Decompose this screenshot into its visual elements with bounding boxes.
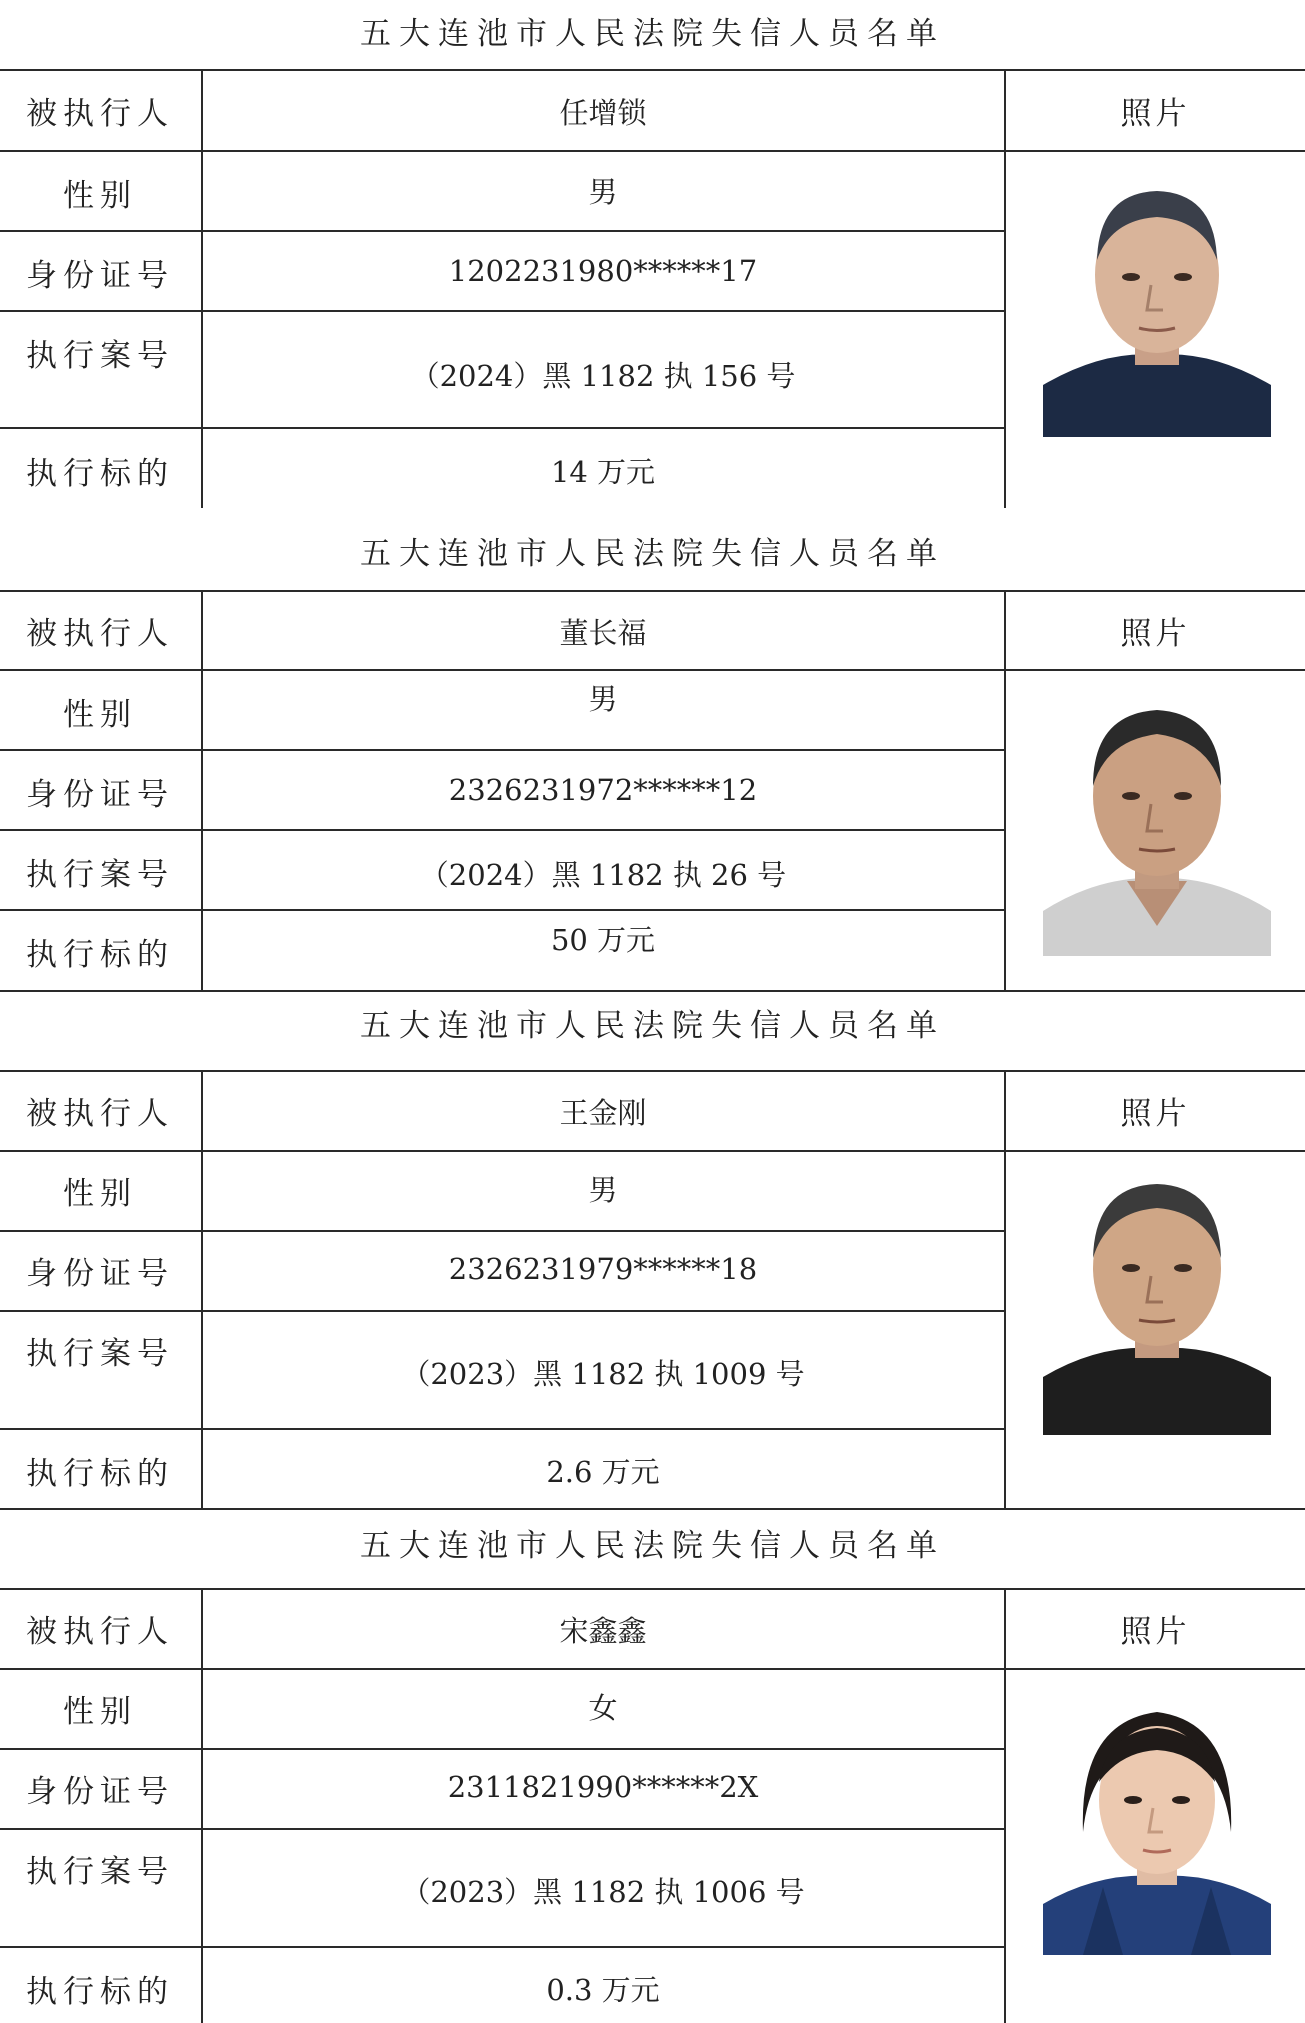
list-title: 五大连池市人民法院失信人员名单 [360,1528,945,1564]
divider [0,1310,1006,1312]
value-case: （2024）黑 1182 执 26 号 [419,858,787,892]
label-name: 被执行人 [26,616,174,652]
value-id: 2326231972******12 [448,773,758,807]
divider [0,749,1006,751]
divider [1004,69,1006,508]
label-gender: 性别 [63,697,137,733]
divider [0,590,1305,592]
divider [0,909,1006,911]
label-photo: 照片 [1120,1614,1191,1650]
list-title: 五大连池市人民法院失信人员名单 [360,1008,945,1044]
value-case: （2024）黑 1182 执 156 号 [410,359,796,393]
label-id: 身份证号 [26,258,174,294]
divider [1004,1070,1006,1510]
label-name: 被执行人 [26,96,174,132]
label-case: 执行案号 [26,338,174,374]
value-gender: 男 [588,682,618,716]
label-gender: 性别 [63,1176,137,1212]
value-name: 任增锁 [559,96,647,130]
divider [0,1150,1305,1152]
label-id: 身份证号 [26,777,174,813]
record-block-4 [0,1510,1305,2023]
divider [0,1668,1305,1670]
label-photo: 照片 [1120,616,1191,652]
divider [201,1070,203,1510]
label-case: 执行案号 [26,1854,174,1890]
person-photo [1043,165,1271,437]
divider [0,1946,1006,1948]
label-gender: 性别 [63,178,137,214]
value-id: 1202231980******17 [448,254,758,288]
value-gender: 男 [588,1173,618,1207]
divider [0,1748,1006,1750]
label-amount: 执行标的 [26,937,174,973]
value-amount: 0.3 万元 [546,1973,660,2007]
person-photo [1043,686,1271,956]
label-amount: 执行标的 [26,1456,174,1492]
divider [0,1230,1006,1232]
record-block-2 [0,508,1305,992]
divider [0,1428,1006,1430]
divider [1004,1588,1006,2023]
value-case: （2023）黑 1182 执 1006 号 [401,1875,805,1909]
value-amount: 2.6 万元 [546,1455,660,1489]
value-id: 2326231979******18 [448,1252,758,1286]
label-id: 身份证号 [26,1256,174,1292]
divider [0,1828,1006,1830]
record-block-1 [0,0,1305,508]
value-id: 2311821990******2X [447,1770,759,1804]
value-name: 董长福 [559,616,647,650]
divider [0,829,1006,831]
label-name: 被执行人 [26,1096,174,1132]
list-title: 五大连池市人民法院失信人员名单 [360,16,945,52]
record-block-3 [0,992,1305,1510]
divider [0,150,1305,152]
divider [0,1588,1305,1590]
label-case: 执行案号 [26,1336,174,1372]
label-case: 执行案号 [26,857,174,893]
divider [0,427,1006,429]
label-photo: 照片 [1120,1096,1191,1132]
value-amount: 14 万元 [550,455,656,489]
list-title: 五大连池市人民法院失信人员名单 [360,536,945,572]
value-name: 王金刚 [559,1096,647,1130]
label-amount: 执行标的 [26,456,174,492]
value-amount: 50 万元 [550,923,656,957]
divider [201,69,203,508]
divider [0,1070,1305,1072]
divider [0,310,1006,312]
value-name: 宋鑫鑫 [559,1614,647,1648]
divider [0,669,1305,671]
person-photo [1043,1162,1271,1435]
label-photo: 照片 [1120,96,1191,132]
label-id: 身份证号 [26,1774,174,1810]
value-gender: 男 [588,175,618,209]
divider [0,69,1305,71]
divider [201,1588,203,2023]
value-case: （2023）黑 1182 执 1009 号 [401,1357,805,1391]
label-name: 被执行人 [26,1614,174,1650]
label-amount: 执行标的 [26,1974,174,2010]
divider [0,230,1006,232]
value-gender: 女 [588,1691,618,1725]
label-gender: 性别 [63,1694,137,1730]
person-photo [1043,1682,1271,1955]
